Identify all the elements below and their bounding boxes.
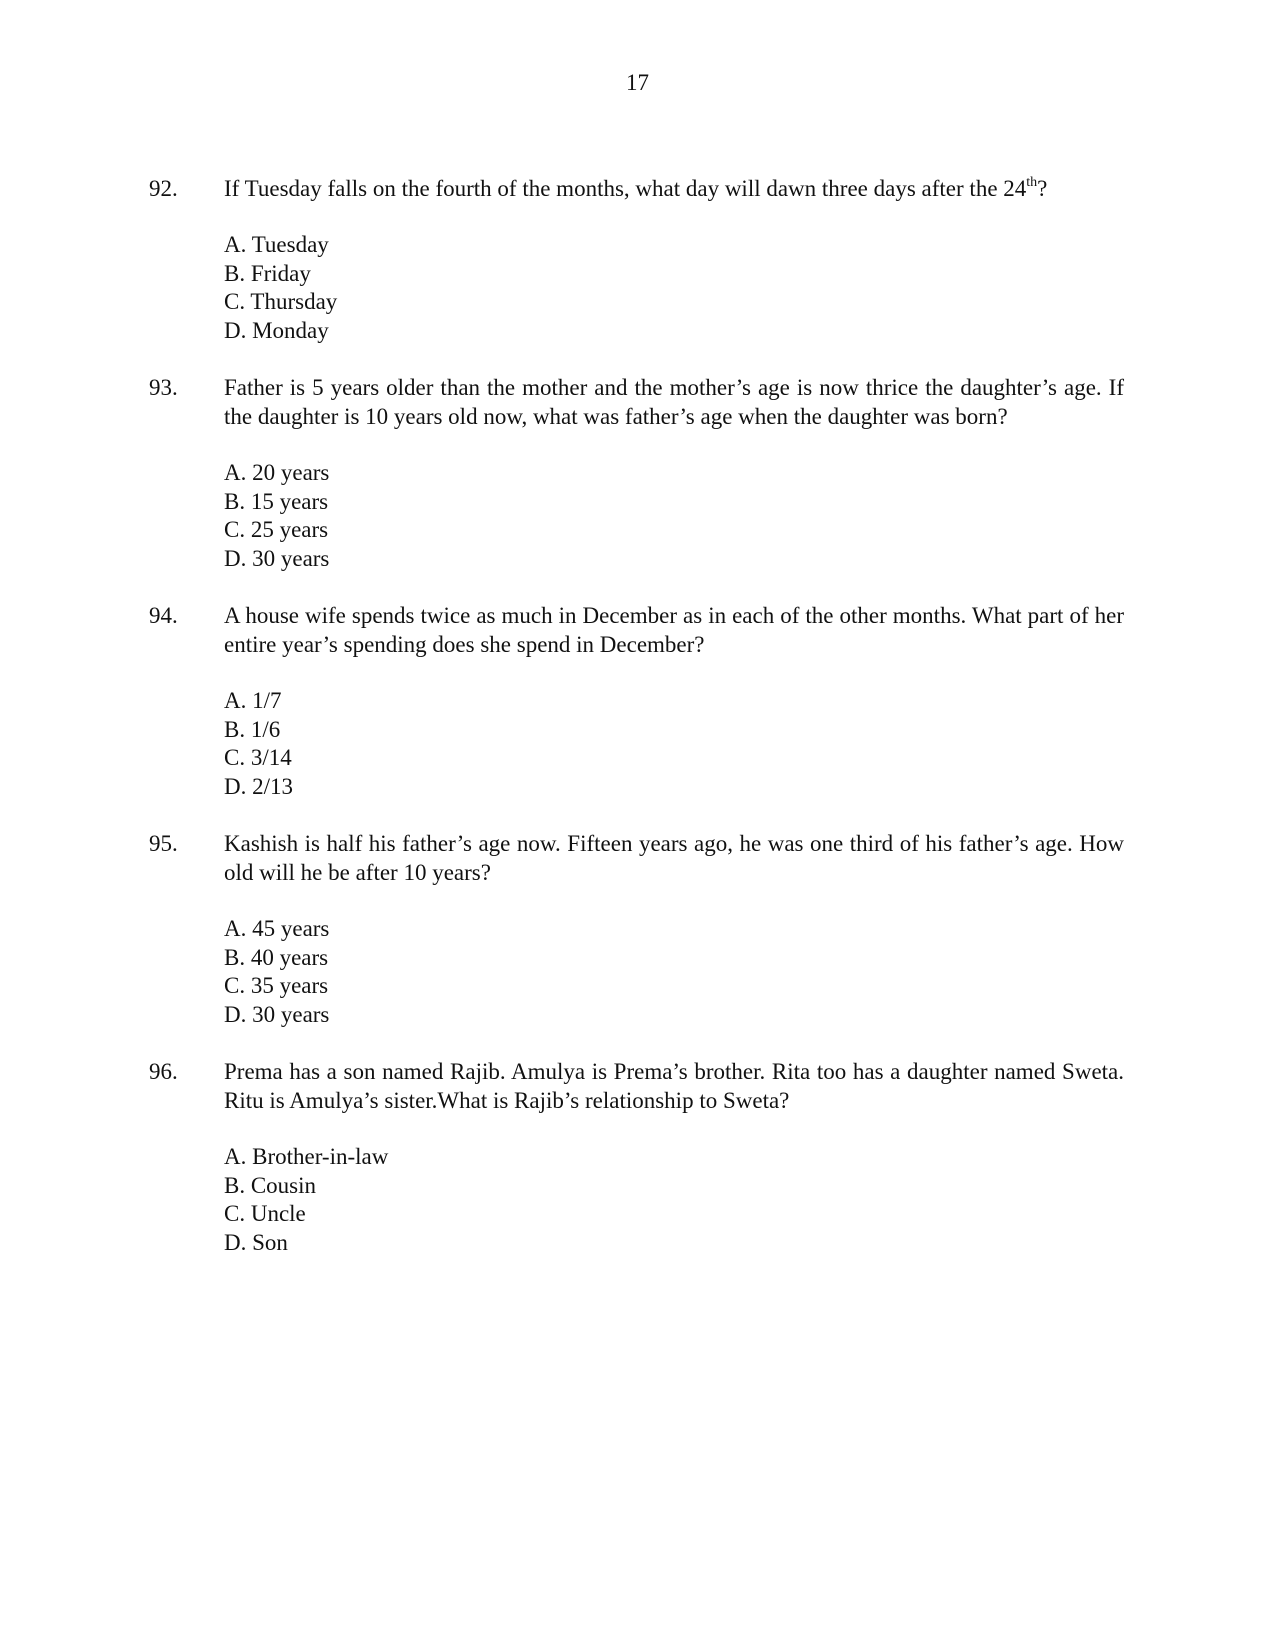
- option-b: B. 40 years: [224, 944, 329, 970]
- option-b: B. 1/6: [224, 716, 281, 742]
- answer-options: [224, 231, 1124, 345]
- option-d: D. Monday: [224, 317, 329, 343]
- question-list: [149, 174, 1124, 1285]
- question-number: 94.: [149, 603, 178, 628]
- option-c: C. 35 years: [224, 973, 329, 998]
- option-c: C. 3/14: [224, 745, 292, 770]
- option-d: D. 30 years: [224, 545, 330, 571]
- answer-options: [224, 687, 1124, 801]
- option-b: B. Cousin: [224, 1172, 317, 1198]
- ordinal-suffix: th: [1026, 175, 1038, 190]
- option-d: D. Son: [224, 1229, 288, 1255]
- option-c: C. Uncle: [224, 1201, 306, 1226]
- option-a: A. 1/7: [224, 688, 282, 713]
- option-a: A. Brother-in-law: [224, 1144, 389, 1169]
- question-mark: ?: [1037, 176, 1048, 201]
- question-body: [224, 373, 1124, 573]
- question-text: A house wife spends twice as much in December as in each of the other months. What part of her entire year’s spending does she spend in December?: [224, 603, 1124, 657]
- question-body: [224, 601, 1124, 801]
- question-number: 96.: [149, 1059, 178, 1084]
- answer-options: [224, 459, 1124, 573]
- option-b: B. Friday: [224, 260, 311, 286]
- option-a: A. 20 years: [224, 460, 330, 485]
- option-d: D. 2/13: [224, 773, 293, 799]
- question-text: Father is 5 years older than the mother and the mother’s age is now thrice the daughter’s age. If the daughter is 10 years old now, what was father’s age when the daughter was born?: [224, 375, 1124, 429]
- question-body: [224, 174, 1124, 345]
- question-93: [149, 373, 1124, 573]
- question-text: [224, 174, 1124, 203]
- question-92: [149, 174, 1124, 345]
- question-text: Kashish is half his father’s age now. Fifteen years ago, he was one third of his father’s age. How old will he be after 10 years?: [224, 831, 1124, 885]
- option-b: B. 15 years: [224, 488, 329, 514]
- question-body: [224, 829, 1124, 1029]
- answer-options: [224, 915, 1124, 1029]
- question-number: 92.: [149, 176, 178, 201]
- question-95: [149, 829, 1124, 1029]
- question-text: Prema has a son named Rajib. Amulya is Prema’s brother. Rita too has a daughter named Sweta. Ritu is Amulya’s sister.What is Rajib’s relationship to Sweta?: [224, 1059, 1124, 1113]
- option-a: A. Tuesday: [224, 232, 329, 257]
- question-96: [149, 1057, 1124, 1257]
- answer-options: [224, 1143, 1124, 1257]
- question-number: 93.: [149, 375, 178, 400]
- question-94: [149, 601, 1124, 801]
- page-number: 17: [626, 70, 649, 95]
- question-number: 95.: [149, 831, 178, 856]
- option-c: C. Thursday: [224, 289, 338, 314]
- option-a: A. 45 years: [224, 916, 330, 941]
- question-body: [224, 1057, 1124, 1257]
- option-d: D. 30 years: [224, 1001, 330, 1027]
- question-text-main: If Tuesday falls on the fourth of the months, what day will dawn three days after the 24: [224, 176, 1027, 201]
- option-c: C. 25 years: [224, 517, 329, 542]
